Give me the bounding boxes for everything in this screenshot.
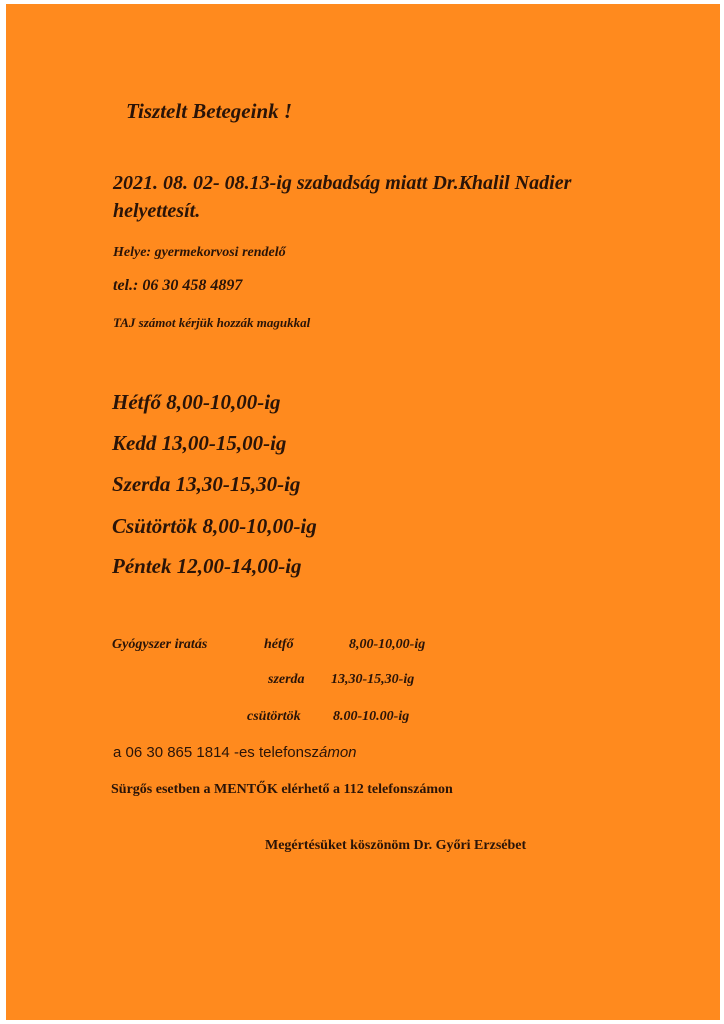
emergency-notice: Sürgős esetben a MENTŐK elérhető a 112 telefonszámon — [111, 782, 453, 797]
schedule-item-friday: Péntek 12,00-14,00-ig — [112, 554, 302, 578]
location-text: Helye: gyermekorvosi rendelő — [113, 245, 286, 260]
closing-signature: Megértésüket köszönöm Dr. Győri Erzsébet — [265, 838, 527, 853]
notice-sheet — [6, 4, 720, 1020]
prescription-time-wednesday: 13,30-15,30-ig — [331, 672, 415, 687]
prescription-time-monday: 8,00-10,00-ig — [349, 637, 426, 652]
prescription-day-thursday: csütörtök — [247, 709, 301, 724]
phone-text: tel.: 06 30 458 4897 — [113, 277, 243, 294]
schedule-item-tuesday: Kedd 13,00-15,00-ig — [112, 431, 287, 455]
prescription-phone-prefix: a 06 30 865 1814 -es telefonsz — [113, 744, 319, 761]
schedule-item-wednesday: Szerda 13,30-15,30-ig — [112, 472, 301, 496]
prescription-day-monday: hétfő — [264, 637, 294, 652]
substitution-notice-line-2: helyettesít. — [113, 200, 201, 222]
prescription-label: Gyógyszer iratás — [112, 637, 208, 652]
taj-reminder: TAJ számot kérjük hozzák magukkal — [113, 315, 311, 330]
prescription-time-thursday: 8.00-10.00-ig — [333, 709, 410, 724]
greeting-heading: Tisztelt Betegeink ! — [126, 99, 293, 123]
schedule-item-monday: Hétfő 8,00-10,00-ig — [112, 390, 281, 414]
prescription-phone-suffix: ámon — [319, 744, 357, 761]
schedule-item-thursday: Csütörtök 8,00-10,00-ig — [112, 514, 317, 538]
prescription-day-wednesday: szerda — [268, 672, 305, 687]
substitution-notice-line-1: 2021. 08. 02- 08.13-ig szabadság miatt Dr.Khalil Nadier — [113, 172, 572, 194]
prescription-phone — [113, 744, 357, 761]
